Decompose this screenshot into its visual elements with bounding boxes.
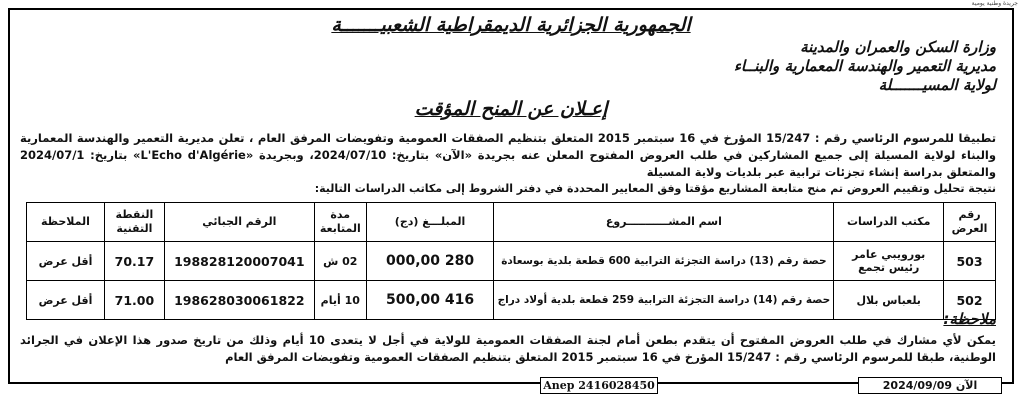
header-project: اسم المشـــــــــــروع <box>494 203 834 242</box>
cell-offer-no: 503 <box>944 242 996 281</box>
cell-duration: 10 أيام <box>314 281 366 320</box>
republic-header: الجمهورية الجزائرية الديمقراطية الشعبيـــــــة <box>331 14 691 36</box>
cell-project: حصة رقم (14) دراسة التجزئة الترابية 259 قطعة بلدية أولاد دراج <box>494 281 834 320</box>
table-row <box>27 242 996 281</box>
ministry-line: وزارة السكن والعمران والمدينة <box>800 38 996 56</box>
wilaya-line: لولاية المسيـــــــلة <box>878 76 996 94</box>
cell-project: حصة رقم (13) دراسة التجزئة الترابية 600 قطعة بلدية بوسعادة <box>494 242 834 281</box>
results-line: نتيجة تحليل وتقييم العروض تم منح متابعة المشاريع مؤقتا وفق المعايير المحددة في دفتر الشروط إلى مكاتب الدراسات التالية: <box>314 182 996 195</box>
directorate-line: مديرية التعمير والهندسة المعمارية والبنــاء <box>733 57 996 75</box>
header-tax-id: الرقم الجبائي <box>164 203 314 242</box>
intro-paragraph: تطبيقا للمرسوم الرئاسي رقم : 15/247 المؤرخ في 16 سبتمبر 2015 المتعلق بتنظيم الصفقات العمومية وتفويضات المرفق العام ، تعلن مديرية التعمير والهندسة المعمارية والبناء لولاية المسيلة إلى جميع المشاركين في طلب العروض المفتوح المعلن عنه بجريدة «الآن» بتاريخ: 2024/07/10، وبجريدة «L'Echo d'Algérie» بتاريخ: 2024/07/1 والمتعلق بدراسة إنشاء تجزئات ترابية عبر بلديات ولاية المسيلة <box>20 131 997 179</box>
remarks-text: يمكن لأي مشارك في طلب العروض المفتوح أن يتقدم بطعن أمام لجنة الصفقات العمومية للولاية في أجل لا يتعدى 10 أيام وذلك من تاريخ صدور هذا الإعلان في الجرائد الوطنية، طبقا للمرسوم الرئاسي رقم : 15/247 المؤرخ في 16 سبتمبر 2015 المتعلق بتنظيم الصفقات العمومية وتفويضات المرفق العام <box>20 333 996 364</box>
cell-tax-id: 198628030061822 <box>164 281 314 320</box>
offers-table <box>26 202 996 320</box>
cell-score: 71.00 <box>104 281 164 320</box>
header-office: مكتب الدراسات <box>834 203 944 242</box>
anep-reference: Anep 2416028450 <box>540 377 658 394</box>
publication-date: الآن 2024/09/09 <box>858 377 1002 394</box>
header-amount: المبلـــغ (دج) <box>366 203 494 242</box>
newspaper-mark: جريدة وطنية يومية <box>971 0 1018 7</box>
cell-office: بلعباس بلال <box>834 281 944 320</box>
table-header-row <box>27 203 996 242</box>
cell-amount: 416 500,00 <box>366 281 494 320</box>
header-note: الملاحظة <box>27 203 105 242</box>
cell-office: بورويبي عامر رئيس تجمع <box>834 242 944 281</box>
cell-note: أقل عرض <box>27 281 105 320</box>
cell-duration: 02 ش <box>314 242 366 281</box>
header-duration: مدة المتابعة <box>314 203 366 242</box>
remarks-title: ملاحظة: <box>943 310 996 328</box>
cell-amount: 280 000,00 <box>366 242 494 281</box>
table-row <box>27 281 996 320</box>
notice-title: إعـلان عن المنح المؤقت <box>414 98 608 120</box>
header-score: النقطة التقنية <box>104 203 164 242</box>
ministry-block <box>734 38 996 95</box>
cell-tax-id: 198828120007041 <box>164 242 314 281</box>
cell-score: 70.17 <box>104 242 164 281</box>
cell-note: أقل عرض <box>27 242 105 281</box>
cell-offer-no: 502 <box>944 281 996 320</box>
header-offer-no: رقم العرض <box>944 203 996 242</box>
notice-frame <box>8 8 1014 384</box>
